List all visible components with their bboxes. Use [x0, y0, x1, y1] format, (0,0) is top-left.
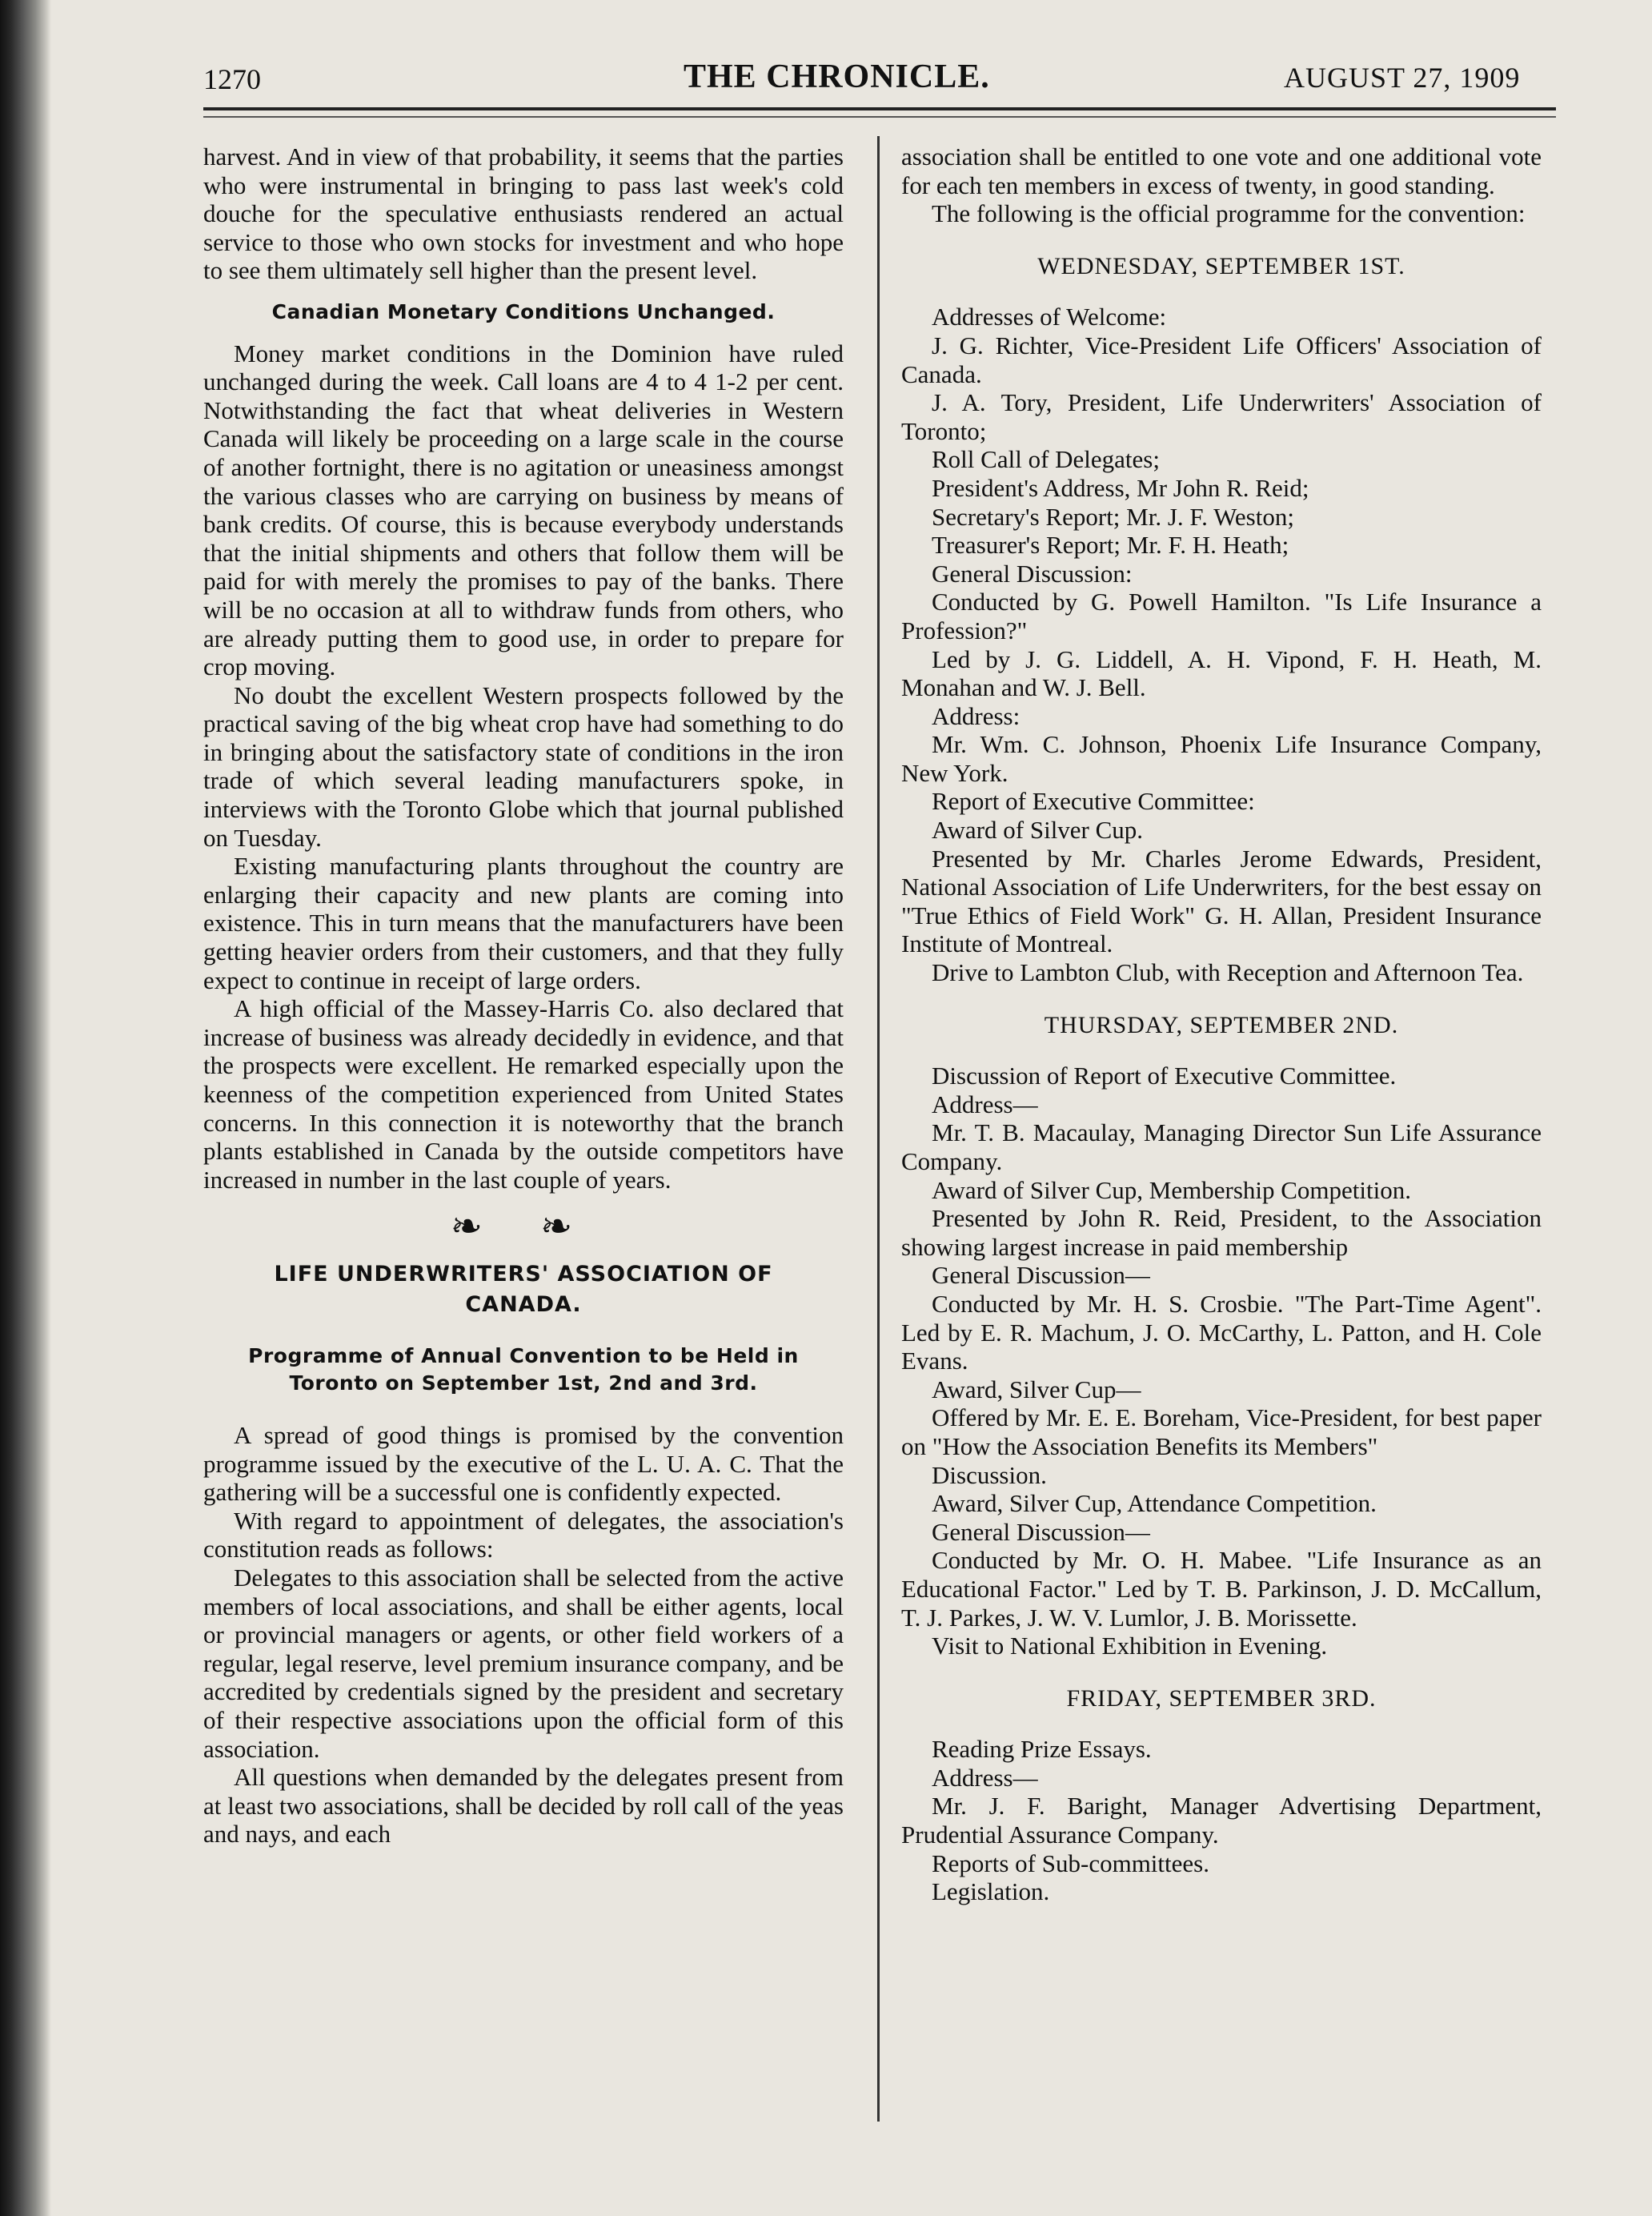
programme-item: Award of Silver Cup, Membership Competition.: [932, 1175, 1412, 1204]
paragraph: A high official of the Massey-Harris Co. also declared that increase of business was already decidedly in evidence, and that the prospects were excellent. He remarked especially upon the keenness of the competition experienced from United States concerns. In this connection it is noteworthy that the branch plants established in Canada by the outside competitors have increased in number in the last couple of years.: [203, 994, 844, 1194]
programme-item: Visit to National Exhibition in Evening.: [932, 1632, 1328, 1660]
programme-item: Roll Call of Delegates;: [932, 445, 1160, 474]
ornament-divider: ❧ ❧: [450, 1206, 597, 1249]
masthead-title: THE CHRONICLE.: [684, 58, 990, 95]
programme-item: Address—: [932, 1090, 1038, 1118]
programme-item: Legislation.: [932, 1877, 1050, 1906]
programme-item: Reports of Sub-committees.: [932, 1849, 1209, 1877]
paragraph: harvest. And in view of that probability, it seems that the parties who were instrumental in bringing to pass last week's cold douche for the speculative enthusiasts rendered an actual service to those who own stocks for investment and who hope to see them ultimately sell higher than the present level.: [203, 143, 844, 285]
programme-item: J. A. Tory, President, Life Underwriters' Association of Toronto;: [901, 388, 1542, 445]
programme-item: Report of Executive Committee:: [932, 787, 1255, 816]
programme-item: Reading Prize Essays.: [932, 1735, 1152, 1764]
programme-item: Drive to Lambton Club, with Reception and Afternoon Tea.: [932, 958, 1524, 987]
day-heading-friday: FRIDAY, SEPTEMBER 3RD.: [1066, 1684, 1377, 1712]
programme-item: Led by J. G. Liddell, A. H. Vipond, F. H. Heath, M. Monahan and W. J. Bell.: [901, 644, 1542, 702]
programme-item: Presented by Mr. Charles Jerome Edwards, President, National Association of Life Underwriters, for the best essay on "True Ethics of Field Work" G. H. Allan, President Insurance Institute of Montreal.: [901, 844, 1542, 958]
newspaper-page: [51, 0, 1652, 2216]
programme-item: General Discussion—: [932, 1261, 1150, 1290]
subheading-line: Programme of Annual Convention to be Held in: [248, 1343, 799, 1367]
programme-item: Award of Silver Cup.: [932, 816, 1144, 845]
programme-item: Award, Silver Cup, Attendance Competition.: [932, 1489, 1377, 1518]
paragraph: association shall be entitled to one vote and one additional vote for each ten members in excess of twenty, in good standing.: [901, 143, 1542, 199]
programme-item: Mr. Wm. C. Johnson, Phoenix Life Insurance Company, New York.: [901, 730, 1542, 787]
paragraph: A spread of good things is promised by the convention programme issued by the executive of the L. U. A. C. That the gathering will be a successful one is confidently expected.: [203, 1420, 844, 1507]
programme-list-friday: [901, 1735, 1542, 1906]
page-number: 1270: [203, 63, 261, 95]
programme-item: Treasurer's Report; Mr. F. H. Heath;: [932, 531, 1289, 560]
programme-item: Mr. J. F. Baright, Manager Advertising Department, Prudential Assurance Company.: [901, 1792, 1542, 1849]
programme-list-thursday: [901, 1062, 1542, 1660]
programme-item: General Discussion:: [932, 559, 1133, 588]
right-column: [877, 143, 1542, 1906]
programme-item: Conducted by G. Powell Hamilton. "Is Life Insurance a Profession?": [901, 588, 1542, 644]
paragraph: No doubt the excellent Western prospects followed by the practical saving of the big wheat crop have had something to do in bringing about the satisfactory state of conditions in the iron trade of which several leading manufacturers spoke, in interviews with the Toronto Globe which that journal published on Tuesday.: [203, 680, 844, 852]
header-rule-thin: [203, 116, 1556, 118]
programme-item: Offered by Mr. E. E. Boreham, Vice-President, for best paper on "How the Association Benefits its Members": [901, 1403, 1542, 1460]
section-heading: Canadian Monetary Conditions Unchanged.: [271, 299, 776, 323]
paragraph: Money market conditions in the Dominion have ruled unchanged during the week. Call loans are 4 to 4 1-2 per cent. Notwithstanding the fact that wheat deliveries in Western Canada will likely be proceeding on a large scale in the course of another fortnight, there is no agitation or uneasiness amongst the various classes who are carrying on business by means of bank credits. Of course, this is because everybody understands that the initial shipments and others that follow them will be paid for with merely the promises to pay of the banks. There will be no occasion at all to withdraw funds from others, who are already putting them to good use, in order to prepare for crop moving.: [203, 339, 844, 681]
issue-date: AUGUST 27, 1909: [1284, 62, 1521, 94]
paragraph: Existing manufacturing plants throughout the country are enlarging their capacity and new plants are coming into existence. This in turn means that the manufacturers have been getting heavier orders from their customers, and that they fully expect to continue in receipt of large orders.: [203, 852, 844, 994]
paragraph: Delegates to this association shall be selected from the active members of local associations, and shall be either agents, local or provincial managers or agents, or other field workers of a regular, legal reserve, level premium insurance company, and be accredited by credentials signed by the president and secretary of their respective associations upon the official form of this association.: [203, 1563, 844, 1763]
programme-item: Award, Silver Cup—: [932, 1375, 1141, 1403]
header-rule: [203, 107, 1556, 110]
programme-item: Secretary's Report; Mr. J. F. Weston;: [932, 502, 1294, 531]
headline-line: LIFE UNDERWRITERS' ASSOCIATION OF: [274, 1261, 773, 1287]
subheading-line: Toronto on September 1st, 2nd and 3rd.: [289, 1371, 758, 1395]
article-subheading: [203, 1343, 844, 1397]
left-column: [203, 143, 844, 1849]
paragraph: All questions when demanded by the delegates present from at least two associations, shall be decided by roll call of the yeas and nays, and each: [203, 1763, 844, 1849]
programme-item: Mr. T. B. Macaulay, Managing Director Sun Life Assurance Company.: [901, 1118, 1542, 1175]
programme-item: Discussion.: [932, 1460, 1047, 1489]
day-heading-thursday: THURSDAY, SEPTEMBER 2ND.: [1044, 1011, 1399, 1038]
programme-item: President's Address, Mr John R. Reid;: [932, 473, 1309, 502]
article-headline: [203, 1259, 844, 1320]
paragraph: With regard to appointment of delegates, the association's constitution reads as follows:: [203, 1506, 844, 1564]
programme-item: Conducted by Mr. O. H. Mabee. "Life Insurance as an Educational Factor." Led by T. B. Parkinson, J. D. McCallum, T. J. Parkes, J. W. V. Lumlor, J. B. Morissette.: [901, 1546, 1542, 1632]
programme-item: General Discussion—: [932, 1517, 1150, 1546]
programme-item: Presented by John R. Reid, President, to the Association showing largest increase in paid membership: [901, 1204, 1542, 1261]
programme-item: Conducted by Mr. H. S. Crosbie. "The Part-Time Agent". Led by E. R. Machum, J. O. McCarthy, L. Patton, and H. Cole Evans.: [901, 1289, 1542, 1375]
book-binding-shadow: [0, 0, 51, 2216]
paragraph: The following is the official programme for the convention:: [932, 199, 1526, 228]
programme-item: Address:: [932, 701, 1020, 730]
programme-item: Addresses of Welcome:: [932, 303, 1167, 331]
headline-line: CANADA.: [465, 1291, 582, 1317]
programme-item: J. G. Richter, Vice-President Life Officers' Association of Canada.: [901, 331, 1542, 388]
programme-item: Address—: [932, 1763, 1038, 1792]
programme-list-wednesday: [901, 303, 1542, 986]
programme-item: Discussion of Report of Executive Committee.: [932, 1062, 1397, 1090]
day-heading-wednesday: WEDNESDAY, SEPTEMBER 1ST.: [1037, 252, 1405, 279]
